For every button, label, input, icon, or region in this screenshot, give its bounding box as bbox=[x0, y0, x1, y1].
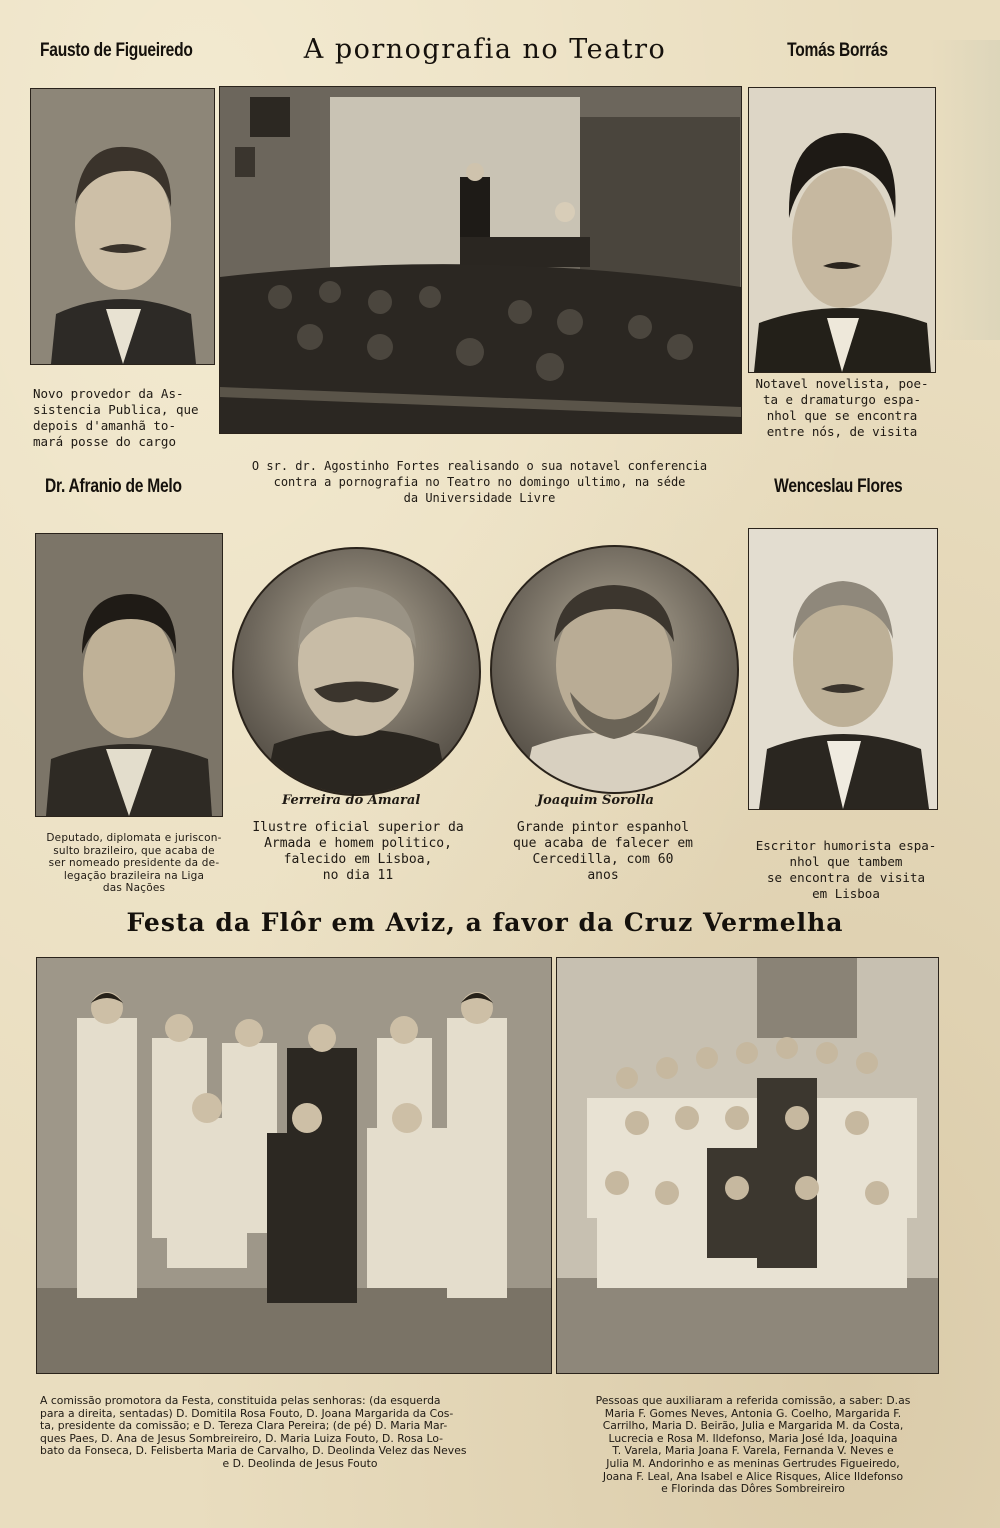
caption-line: depois d'amanhã to- bbox=[33, 418, 176, 433]
caption-wenceslau bbox=[752, 376, 932, 440]
caption-line: ta e dramaturgo espa- bbox=[762, 392, 922, 407]
caption-line: Notavel novelista, poe- bbox=[755, 376, 929, 391]
caption-line: Carrilho, Maria D. Beirão, Julia e Margarida M. da Costa, bbox=[602, 1419, 904, 1433]
caption-line: ta, presidente da comissão; e D. Tereza Clara Pereira; (de pé) D. Maria Mar- bbox=[40, 1419, 448, 1433]
photo-conference bbox=[219, 86, 742, 434]
portrait-spanish-humorist bbox=[748, 528, 938, 810]
caption-line: sistencia Publica, que bbox=[33, 402, 199, 417]
caption-spanish-humorist bbox=[752, 838, 940, 902]
caption-line: da Universidade Livre bbox=[403, 491, 556, 505]
caption-line: ques Paes, D. Ana de Jesus Sombreireiro, D. Maria Luiza Fouto, D. Rosa Lo- bbox=[40, 1431, 444, 1445]
caption-line: Armada e homem politico, bbox=[264, 836, 452, 851]
caption-line: Cercedilla, com 60 bbox=[532, 852, 674, 867]
caption-line: em Lisboa bbox=[812, 886, 880, 901]
caption-line: Lucrecia e Rosa M. Ildefonso, Maria José Ida, Joaquina bbox=[608, 1431, 898, 1445]
caption-line: Joana F. Leal, Ana Isabel e Alice Risques, Alice Ildefonso bbox=[602, 1469, 904, 1483]
caption-line: A comissão promotora da Festa, constituida pelas senhoras: (da esquerda bbox=[40, 1394, 441, 1407]
caption-line: que acaba de falecer em bbox=[512, 836, 693, 851]
caption-line: nhol que tambem bbox=[789, 854, 903, 869]
caption-line: entre nós, de visita bbox=[766, 424, 918, 439]
caption-afranio bbox=[33, 386, 223, 450]
caption-line: se encontra de visita bbox=[766, 870, 926, 885]
caption-conference bbox=[222, 458, 737, 506]
oval-portrait-ferreira-do-amaral bbox=[232, 547, 481, 796]
caption-ferreira-do-amaral bbox=[244, 820, 472, 884]
caption-joaquim-sorolla bbox=[492, 820, 714, 884]
caption-festa-committee bbox=[40, 1395, 560, 1471]
caption-line: Deputado, diplomata e juriscon- bbox=[46, 832, 222, 844]
photo-festa-helpers bbox=[556, 957, 939, 1374]
page-title: A pornografia no Teatro bbox=[303, 34, 667, 65]
header-left-name: Fausto de Figueiredo bbox=[40, 40, 193, 61]
caption-line: Escritor humorista espa- bbox=[755, 838, 937, 853]
caption-line: das Nações bbox=[102, 882, 166, 894]
caption-line: Julia M. Andorinho e as meninas Gertrudes Figueiredo, bbox=[606, 1456, 900, 1470]
caption-line: Novo provedor da As- bbox=[33, 386, 184, 401]
caption-line: contra a pornografia no Teatro no domingo ultimo, na séde bbox=[273, 475, 686, 489]
name-ferreira-do-amaral: Ferreira do Amaral bbox=[282, 793, 421, 808]
festa-title: Festa da Flôr em Aviz, a favor da Cruz Vermelha bbox=[126, 908, 844, 937]
photo-festa-committee bbox=[36, 957, 552, 1374]
caption-line: mará posse do cargo bbox=[33, 434, 176, 449]
caption-line: T. Varela, Maria Joana F. Varela, Fernanda V. Neves e bbox=[612, 1444, 894, 1458]
caption-line: Maria F. Gomes Neves, Antonia G. Coelho, Margarida F. bbox=[604, 1406, 902, 1420]
portrait-afranio-de-melo bbox=[30, 88, 215, 365]
caption-line: ser nomeado presidente da de- bbox=[48, 857, 220, 869]
portrait-brazilian-deputy bbox=[35, 533, 223, 817]
portrait-wenceslau-flores bbox=[748, 87, 936, 373]
caption-line: legação brazileira na Liga bbox=[63, 869, 205, 882]
caption-line: e Florinda das Dôres Sombreireiro bbox=[661, 1482, 845, 1496]
caption-line: nhol que se encontra bbox=[766, 408, 918, 423]
caption-line: Pessoas que auxiliaram a referida comissão, a saber: D.as bbox=[595, 1394, 911, 1407]
caption-line: para a direita, sentadas) D. Domitila Rosa Fouto, D. Joana Margarida da Cos- bbox=[40, 1406, 454, 1420]
name-joaquim-sorolla: Joaquim Sorolla bbox=[537, 793, 654, 808]
caption-brazilian-deputy bbox=[30, 832, 238, 895]
caption-line: sulto brazileiro, que acaba de bbox=[53, 844, 215, 857]
caption-line: bato da Fonseca, D. Felisberta Maria de Carvalho, D. Deolinda Velez das Neves bbox=[40, 1444, 467, 1458]
oval-portrait-joaquim-sorolla bbox=[490, 545, 739, 794]
caption-festa-helpers bbox=[563, 1395, 943, 1496]
caption-line: e D. Deolinda de Jesus Fouto bbox=[222, 1456, 378, 1470]
header-right-name: Tomás Borrás bbox=[787, 40, 888, 61]
caption-line: falecido em Lisboa, bbox=[283, 852, 433, 867]
bleed-through-shadow bbox=[930, 40, 1000, 340]
caption-line: Grande pintor espanhol bbox=[516, 820, 690, 835]
caption-line: no dia 11 bbox=[322, 868, 394, 883]
caption-line: anos bbox=[587, 868, 619, 883]
caption-line: Ilustre oficial superior da bbox=[252, 820, 464, 835]
name-wenceslau-flores: Wenceslau Flores bbox=[773, 476, 902, 497]
name-afranio-de-melo: Dr. Afranio de Melo bbox=[45, 476, 182, 497]
caption-line: O sr. dr. Agostinho Fortes realisando o sua notavel conferencia bbox=[251, 459, 708, 473]
